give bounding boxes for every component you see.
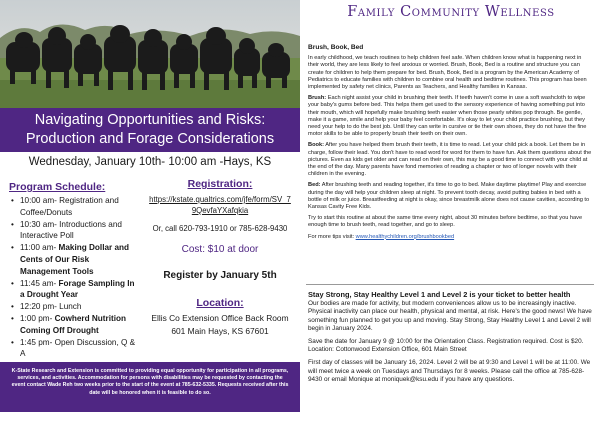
schedule-item: • 1:45 pm- Open Discussion, Q & A bbox=[8, 337, 140, 361]
event-title-banner bbox=[0, 108, 300, 152]
cattle-herd-image bbox=[0, 0, 300, 108]
registration-info bbox=[140, 178, 300, 337]
book-paragraph: Book: After you have helped them brush their teeth, it is time to read. Let your child pick a book. Let them be in charge, follow their lead. You don't have to read word for word for them to have fun. Ask them questions about the pictures. Even as kids get older and can read on their own, this may be a good time to connect with your child at the end of the day. Many parents have fond memories of reading a chapter or two of longer novels with their children in the evening. bbox=[308, 142, 592, 178]
wellness-newsletter bbox=[302, 0, 600, 424]
tips-line: For more tips visit: www.healthychildren.org/brushbookbed bbox=[308, 233, 455, 240]
registration-link[interactable]: https://kstate.qualtrics.com/jfe/form/SV_79QevfaYXafqkia bbox=[149, 195, 291, 215]
schedule-heading: Program Schedule: bbox=[9, 181, 106, 193]
section-divider bbox=[306, 284, 594, 285]
schedule-item: • 1:00 pm- Cowherd Nutrition Coming Off Drought bbox=[8, 313, 140, 337]
stay-strong-section bbox=[308, 291, 592, 389]
schedule-item: • 10:30 am- Introductions and Interactive Poll bbox=[8, 219, 140, 243]
register-deadline: Register by January 5th bbox=[163, 269, 277, 281]
first-day-paragraph: First day of classes will be January 16, 2024. Level 2 will be at 9:30 and Level 1 will be at 11:00. We will meet twice a week on Tuesdays and Thursdays for 8 weeks. Please call the office at 785-628-9430 or email Monique at moniquek@ksu.edu if you have any questions. bbox=[308, 359, 591, 383]
registration-heading: Registration: bbox=[187, 178, 253, 190]
schedule-item: • 11:00 am- Making Dollar and Cents of Our Risk Management Tools bbox=[8, 242, 140, 277]
stay-strong-title: Stay Strong, Stay Healthy Level 1 and Level 2 is your ticket to better health bbox=[308, 290, 571, 299]
brush-book-bed-section bbox=[308, 44, 592, 245]
save-date-paragraph: Save the date for January 9 @ 10:00 for the Orientation Class. Registration required. Cost is $20. Location: Cottonwood Extension Office, 601 Main Street bbox=[308, 338, 584, 354]
brush-paragraph: Brush: Each night assist your child in brushing their teeth. If teeth haven't come in use a soft washcloth to wipe your baby's gums before bed. This helps them get used to the sensory experience of having something put into their mouth, which will hopefully make brushing teeth easier when those pearly whites pop through. Be gentle, make it a game, smile and help your baby feel comfortable. It's okay to let your child practice brushing, but they need your help to do the best job. Until they can write in cursive or tie their own shoes, they do not have the fine motor skills to be able to properly brush their teeth on their own. bbox=[308, 95, 587, 138]
registration-phone: Or, call 620-793-1910 or 785-628-9430 bbox=[152, 224, 288, 233]
event-cost: Cost: $10 at door bbox=[181, 243, 259, 255]
schedule-list bbox=[8, 195, 140, 372]
schedule-item: • 11:45 am- Forage Sampling In a Drought Year bbox=[8, 278, 140, 302]
section-title: Brush, Book, Bed bbox=[308, 44, 364, 51]
newsletter-title: Family Community Wellness bbox=[347, 4, 555, 20]
event-title-line1: Navigating Opportunities and Risks: bbox=[34, 112, 266, 128]
routine-paragraph: Try to start this routine at about the same time every night, about 30 minutes before bedtime, so that you have enough time to brush teeth, read together, and go to sleep. bbox=[308, 215, 583, 229]
event-date: Wednesday, January 10th- 10:00 am -Hays, KS bbox=[28, 156, 272, 168]
tips-link[interactable]: www.healthychildren.org/brushbookbed bbox=[355, 233, 455, 240]
location-heading: Location: bbox=[196, 296, 244, 309]
location-line1: Ellis Co Extension Office Back Room bbox=[151, 312, 289, 323]
cattle-photo bbox=[0, 0, 300, 108]
accommodation-notice: K-State Research and Extension is committed to providing equal opportunity for participation in all programs, services, and activities. Accommodation for persons with disabilities may be requested by contacting the event contact Wade Reh two weeks prior to the start of the event at 785-632-5335. Requests received after this date will be honored when it is feasible to do so. bbox=[0, 362, 300, 412]
bed-paragraph: Bed: After brushing teeth and reading together, it's time to go to bed. Make daytime playtime! Play and exercise during the day will help your children sleep at night. To prevent tooth decay, avoid putting babies in bed with a bottle of milk or juice. Breastfeeding at night is okay, since breastmilk alone does not cause cavities, according to Kansas Cavity Free Kids. bbox=[308, 182, 590, 211]
intro-paragraph: In early childhood, we teach routines to help children feel safe. When children know what is happening next in their world, they are less likely to feel anxious or worried. Brush, Book, Bed is a routine and structure you can create for children to help them prepare for bed. Brush, Book, Bed is a program by the American Academy of Pediatrics to educate families with children to combine oral health and bedtime routines. This program has been implemented by safety net clinics, Parents as Teachers, and Healthy families in Kansas. bbox=[308, 55, 587, 91]
location-line2: 601 Main Hays, KS 67601 bbox=[171, 325, 269, 336]
event-title-line2: Production and Forage Considerations bbox=[25, 131, 275, 147]
schedule-item: • 12:20 pm- Lunch bbox=[8, 301, 140, 313]
schedule-item: • 10:00 am- Registration and Coffee/Donuts bbox=[8, 195, 140, 219]
stay-strong-paragraph: Our bodies are made for activity, but modern conveniences allow us to be increasingly inactive. Physical inactivity can place our health, physical and mental, at risk. Here's the good news! We have something fun planned to get you up and moving. Stay Strong, Stay Healthy Level 1 and Level 2 will begin in January 2024. bbox=[308, 300, 592, 332]
